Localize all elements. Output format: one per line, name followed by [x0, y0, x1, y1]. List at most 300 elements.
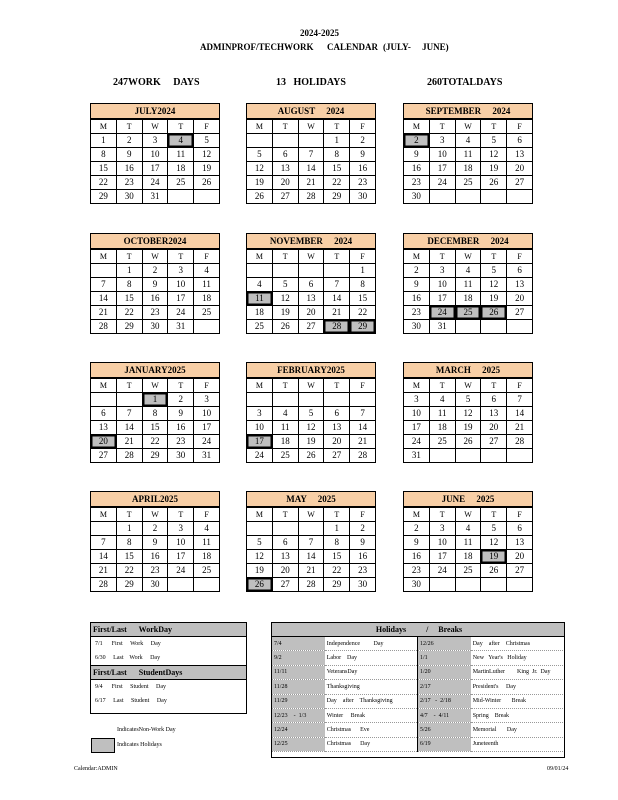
day-cell: 15 [116, 550, 142, 564]
day-cell: 19 [481, 162, 507, 176]
weekday-header: T [116, 120, 142, 134]
weekday-header: F [350, 120, 376, 134]
day-cell: 28 [350, 449, 376, 463]
day-cell: 21 [91, 564, 117, 578]
day-cell: 23 [116, 176, 142, 190]
weekday-header: T [272, 508, 298, 522]
day-cell: 19 [298, 435, 324, 449]
day-cell [247, 522, 273, 536]
day-cell: 5 [298, 407, 324, 421]
weekday-header: T [429, 120, 455, 134]
day-cell: 31 [404, 449, 430, 463]
day-cell: 24 [404, 435, 430, 449]
weekday-header: W [298, 508, 324, 522]
first-last-workday-title: First/Last WorkDay [91, 623, 246, 637]
holidays-stat: 13 HOLIDAYS [276, 77, 346, 88]
day-cell: 9 [404, 536, 430, 550]
day-cell: 9 [116, 148, 142, 162]
day-cell: 15 [350, 292, 376, 306]
legend-holidays-label: Indicates Holidays [117, 742, 162, 748]
month-calendar [403, 233, 533, 334]
day-cell: 23 [350, 176, 376, 190]
day-cell: 17 [429, 292, 455, 306]
month-title: MAY 2025 [246, 491, 376, 507]
day-cell: 14 [324, 292, 350, 306]
day-cell: 6 [507, 264, 533, 278]
weekday-header: T [481, 508, 507, 522]
day-cell: 4 [455, 522, 481, 536]
day-cell: 9 [350, 536, 376, 550]
month-title: MARCH 2025 [403, 362, 533, 378]
weekday-header: F [194, 379, 220, 393]
month-title: JANUARY2025 [90, 362, 220, 378]
day-cell [272, 134, 298, 148]
day-cell: 19 [481, 292, 507, 306]
month-calendar [90, 103, 220, 204]
weekday-header: T [168, 508, 194, 522]
day-cell: 10 [247, 421, 273, 435]
weekday-header: T [481, 250, 507, 264]
month-title: AUGUST 2024 [246, 103, 376, 119]
first-last-box [90, 622, 247, 714]
day-cell: 3 [194, 393, 220, 407]
day-cell: 7 [324, 278, 350, 292]
day-cell: 16 [404, 162, 430, 176]
day-cell: 15 [324, 162, 350, 176]
day-cell [429, 449, 455, 463]
day-cell: 31 [142, 190, 168, 204]
weekday-header: F [194, 508, 220, 522]
weekday-header: W [142, 250, 168, 264]
weekday-header: F [507, 120, 533, 134]
day-cell: 5 [194, 134, 220, 148]
day-cell: 13 [507, 536, 533, 550]
weekday-header: T [324, 250, 350, 264]
day-cell: 17 [142, 162, 168, 176]
holiday-date: 2/17 [417, 680, 470, 694]
day-cell: 26 [298, 449, 324, 463]
calendar-type: ADMINPROF/TECHWORK [200, 42, 314, 52]
day-cell: 6 [324, 407, 350, 421]
holiday-name: Winter Break [325, 708, 418, 722]
day-cell [298, 264, 324, 278]
day-cell: 22 [324, 564, 350, 578]
day-cell: 17 [404, 421, 430, 435]
day-cell: 6 [298, 278, 324, 292]
month-calendar [90, 233, 220, 334]
day-cell: 4 [429, 393, 455, 407]
day-cell: 25 [194, 306, 220, 320]
day-cell [455, 190, 481, 204]
day-cell: 12 [247, 550, 273, 564]
day-cell: 3 [168, 522, 194, 536]
day-cell: 14 [298, 550, 324, 564]
holiday-date: 12/26 [417, 637, 470, 651]
weekday-header: W [455, 250, 481, 264]
day-cell: 24 [429, 564, 455, 578]
holiday-date: 11/28 [272, 680, 325, 694]
holiday-name: Christmas Day [325, 737, 418, 751]
day-cell [168, 578, 194, 592]
day-cell: 1 [116, 522, 142, 536]
day-cell: 18 [455, 550, 481, 564]
weekday-header: F [350, 379, 376, 393]
day-cell [91, 264, 117, 278]
holiday-name: Thanksgiving [325, 680, 418, 694]
holiday-date: 4/7 - 4/11 [417, 708, 470, 722]
holiday-name: Independence Day [325, 637, 418, 651]
day-cell: 17 [168, 550, 194, 564]
day-cell: 25 [455, 564, 481, 578]
day-cell: 29 [324, 578, 350, 592]
holiday-day-cell: 24 [429, 306, 455, 320]
day-cell: 7 [116, 407, 142, 421]
day-cell: 15 [91, 162, 117, 176]
last-student-day-row: 6/17 Last Student Day [95, 698, 167, 704]
weekday-header: F [350, 508, 376, 522]
first-last-student-title: First/Last StudentDays [91, 665, 246, 680]
day-cell: 30 [404, 578, 430, 592]
weekday-header: T [481, 120, 507, 134]
day-cell: 19 [272, 306, 298, 320]
day-cell: 8 [142, 407, 168, 421]
day-cell: 16 [350, 550, 376, 564]
day-cell: 20 [507, 292, 533, 306]
weekday-header: F [194, 120, 220, 134]
day-cell: 6 [272, 148, 298, 162]
holiday-name: President's Day [471, 680, 563, 694]
holiday-name: VeteransDay [325, 665, 418, 679]
school-year: 2024-2025 [300, 28, 339, 38]
month-calendar [246, 362, 376, 463]
day-cell: 10 [194, 407, 220, 421]
holiday-name: Memorial Day [471, 723, 563, 737]
day-cell: 2 [404, 264, 430, 278]
holiday-date: 6/19 [417, 737, 470, 751]
day-cell: 12 [247, 162, 273, 176]
day-cell [116, 393, 142, 407]
day-cell: 3 [404, 393, 430, 407]
day-cell: 12 [481, 278, 507, 292]
day-cell [194, 190, 220, 204]
day-cell: 12 [455, 407, 481, 421]
day-cell: 26 [247, 190, 273, 204]
holiday-date: 1/20 [417, 665, 470, 679]
day-cell: 9 [404, 278, 430, 292]
month-title: OCTOBER2024 [90, 233, 220, 249]
holiday-date: 12/23 - 1/3 [272, 708, 325, 722]
legend-holiday-swatch [91, 738, 115, 753]
weekday-header: W [142, 508, 168, 522]
weekday-header: T [481, 379, 507, 393]
day-cell: 15 [116, 292, 142, 306]
day-cell: 6 [507, 134, 533, 148]
day-cell: 8 [324, 148, 350, 162]
month-calendar [246, 233, 376, 334]
day-cell: 12 [298, 421, 324, 435]
calendar-label: CALENDAR [327, 42, 379, 52]
day-cell: 19 [455, 421, 481, 435]
first-workday-row: 7/1 First Work Day [95, 641, 161, 647]
day-cell: 27 [481, 435, 507, 449]
first-student-day-row: 9/4 First Student Day [95, 684, 167, 690]
day-cell [507, 578, 533, 592]
weekday-header: T [429, 508, 455, 522]
day-cell: 19 [247, 564, 273, 578]
day-cell [507, 190, 533, 204]
weekday-header: T [168, 379, 194, 393]
day-cell: 21 [298, 564, 324, 578]
day-cell: 24 [247, 449, 273, 463]
day-cell: 30 [142, 320, 168, 334]
day-cell: 26 [272, 320, 298, 334]
day-cell: 21 [350, 435, 376, 449]
day-cell: 18 [455, 162, 481, 176]
day-cell: 6 [481, 393, 507, 407]
day-cell: 7 [298, 536, 324, 550]
day-cell: 14 [91, 292, 117, 306]
day-cell: 9 [404, 148, 430, 162]
day-cell: 27 [324, 449, 350, 463]
month-calendar [246, 491, 376, 592]
day-cell: 28 [298, 578, 324, 592]
day-cell: 18 [194, 550, 220, 564]
day-cell: 13 [91, 421, 117, 435]
day-cell: 30 [350, 190, 376, 204]
day-cell: 29 [324, 190, 350, 204]
day-cell: 13 [481, 407, 507, 421]
day-cell: 5 [247, 148, 273, 162]
weekday-header: T [324, 379, 350, 393]
weekday-header: W [455, 120, 481, 134]
month-title: APRIL2025 [90, 491, 220, 507]
day-cell: 30 [350, 578, 376, 592]
day-cell: 22 [116, 306, 142, 320]
weekday-header: M [404, 379, 430, 393]
month-title: FEBRUARY2025 [246, 362, 376, 378]
month-title: JULY2024 [90, 103, 220, 119]
day-cell: 11 [455, 278, 481, 292]
holiday-name: Spring Break [471, 708, 563, 722]
day-cell: 31 [194, 449, 220, 463]
month-title: DECEMBER 2024 [403, 233, 533, 249]
holidays-breaks-box [271, 622, 565, 758]
holiday-day-cell: 20 [91, 435, 117, 449]
day-cell: 13 [272, 550, 298, 564]
day-cell: 26 [481, 564, 507, 578]
holiday-date: 12/25 [272, 737, 325, 751]
month-title: SEPTEMBER 2024 [403, 103, 533, 119]
day-cell: 21 [507, 421, 533, 435]
weekday-header: M [91, 120, 117, 134]
day-cell: 28 [298, 190, 324, 204]
day-cell: 12 [194, 148, 220, 162]
day-cell: 18 [455, 292, 481, 306]
day-cell: 1 [324, 134, 350, 148]
day-cell: 23 [404, 564, 430, 578]
day-cell [247, 134, 273, 148]
weekday-header: W [142, 379, 168, 393]
day-cell: 20 [481, 421, 507, 435]
day-cell: 27 [91, 449, 117, 463]
day-cell: 5 [481, 134, 507, 148]
day-cell: 28 [91, 320, 117, 334]
day-cell: 2 [350, 522, 376, 536]
day-cell: 21 [91, 306, 117, 320]
day-cell: 17 [429, 162, 455, 176]
day-cell: 8 [350, 278, 376, 292]
month-calendar [403, 491, 533, 592]
holidays-breaks-table [272, 637, 563, 752]
day-cell: 14 [298, 162, 324, 176]
day-cell: 16 [350, 162, 376, 176]
last-workday-row: 6/30 Last Work Day [95, 655, 161, 661]
weekday-header: M [247, 508, 273, 522]
holiday-name: Juneteenth [471, 737, 563, 751]
day-cell: 10 [429, 536, 455, 550]
day-cell: 17 [429, 550, 455, 564]
day-cell [455, 449, 481, 463]
day-cell [481, 190, 507, 204]
holiday-day-cell: 17 [247, 435, 273, 449]
day-cell: 2 [404, 522, 430, 536]
total-days-stat: 260TOTALDAYS [427, 77, 503, 88]
day-cell: 13 [298, 292, 324, 306]
day-cell: 14 [350, 421, 376, 435]
day-cell: 12 [481, 536, 507, 550]
day-cell: 20 [507, 550, 533, 564]
day-cell: 30 [404, 190, 430, 204]
day-cell: 22 [350, 306, 376, 320]
holiday-day-cell: 28 [324, 320, 350, 334]
day-cell: 31 [429, 320, 455, 334]
work-days-stat: 247WORK DAYS [113, 77, 200, 88]
day-cell: 2 [142, 264, 168, 278]
holiday-day-cell: 25 [455, 306, 481, 320]
day-cell: 2 [168, 393, 194, 407]
day-cell: 31 [168, 320, 194, 334]
day-cell: 25 [272, 449, 298, 463]
weekday-header: M [247, 120, 273, 134]
day-cell: 7 [298, 148, 324, 162]
holiday-date: 11/29 [272, 694, 325, 708]
day-cell: 18 [247, 306, 273, 320]
day-cell: 4 [194, 264, 220, 278]
holiday-day-cell: 19 [481, 550, 507, 564]
day-cell [298, 134, 324, 148]
weekday-header: W [142, 120, 168, 134]
day-cell [429, 190, 455, 204]
holiday-day-cell: 4 [168, 134, 194, 148]
day-cell: 1 [116, 264, 142, 278]
day-cell: 1 [350, 264, 376, 278]
day-cell: 25 [168, 176, 194, 190]
day-cell: 16 [116, 162, 142, 176]
weekday-header: F [507, 508, 533, 522]
day-cell: 2 [350, 134, 376, 148]
day-cell: 25 [194, 564, 220, 578]
day-cell: 20 [507, 162, 533, 176]
day-cell: 28 [507, 435, 533, 449]
weekday-header: M [91, 379, 117, 393]
day-cell: 27 [507, 176, 533, 190]
day-cell: 18 [194, 292, 220, 306]
day-cell: 24 [168, 564, 194, 578]
day-cell: 7 [507, 393, 533, 407]
day-cell: 3 [168, 264, 194, 278]
day-cell: 26 [481, 176, 507, 190]
day-cell [298, 522, 324, 536]
day-cell: 8 [116, 278, 142, 292]
holiday-day-cell: 26 [481, 306, 507, 320]
weekday-header: F [507, 250, 533, 264]
weekday-header: T [116, 250, 142, 264]
day-cell: 29 [116, 578, 142, 592]
day-cell: 22 [116, 564, 142, 578]
weekday-header: M [247, 250, 273, 264]
day-cell: 20 [272, 564, 298, 578]
holiday-day-cell: 11 [247, 292, 273, 306]
day-cell [272, 393, 298, 407]
month-title: NOVEMBER 2024 [246, 233, 376, 249]
day-cell: 5 [481, 522, 507, 536]
day-cell: 22 [142, 435, 168, 449]
day-cell: 7 [91, 536, 117, 550]
day-cell: 16 [404, 550, 430, 564]
day-cell: 11 [168, 148, 194, 162]
footer-calendar-name: Calendar:ADMIN [74, 766, 118, 772]
day-cell: 19 [194, 162, 220, 176]
holiday-name: Labor Day [325, 651, 418, 665]
day-cell: 8 [91, 148, 117, 162]
day-cell [168, 190, 194, 204]
day-cell: 30 [116, 190, 142, 204]
month-calendar [90, 491, 220, 592]
holiday-name: MartinLuther King Jr. Day [471, 665, 563, 679]
day-cell: 23 [404, 306, 430, 320]
legend-nonwork-label: IndicatesNon-Work Day [117, 727, 176, 733]
weekday-header: T [429, 250, 455, 264]
day-cell [194, 320, 220, 334]
day-cell: 13 [272, 162, 298, 176]
day-cell: 4 [194, 522, 220, 536]
holiday-date: 2/17 - 2/18 [417, 694, 470, 708]
day-cell: 16 [142, 550, 168, 564]
day-cell: 3 [247, 407, 273, 421]
holiday-name: Mid-Winter Break [471, 694, 563, 708]
day-cell: 27 [272, 190, 298, 204]
weekday-header: T [168, 120, 194, 134]
day-cell: 13 [324, 421, 350, 435]
holiday-day-cell: 26 [247, 578, 273, 592]
day-cell: 18 [429, 421, 455, 435]
day-cell: 11 [429, 407, 455, 421]
weekday-header: T [116, 508, 142, 522]
weekday-header: W [298, 250, 324, 264]
day-cell: 21 [116, 435, 142, 449]
day-cell: 17 [194, 421, 220, 435]
day-cell: 30 [168, 449, 194, 463]
day-cell: 4 [455, 134, 481, 148]
holiday-date: 9/2 [272, 651, 325, 665]
day-cell: 6 [272, 536, 298, 550]
day-cell: 4 [455, 264, 481, 278]
day-cell: 22 [324, 176, 350, 190]
weekday-header: M [404, 250, 430, 264]
holiday-day-cell: 1 [142, 393, 168, 407]
holiday-date: 12/24 [272, 723, 325, 737]
day-cell: 24 [429, 176, 455, 190]
